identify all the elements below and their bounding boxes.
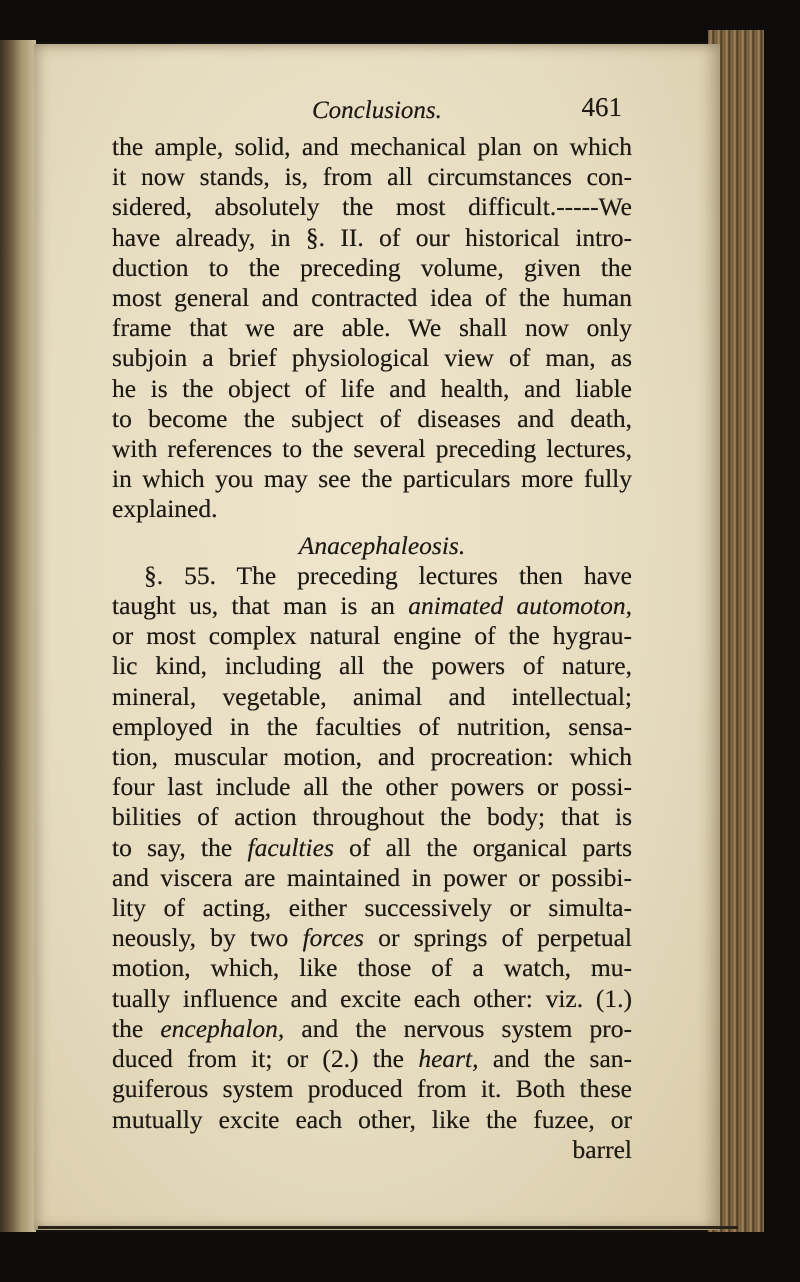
italic-run: encephalon, <box>160 1013 285 1043</box>
text-line: and viscera are maintained in power or possibi- <box>112 862 632 892</box>
text-line <box>112 1014 632 1044</box>
italic-run: heart, <box>418 1044 479 1074</box>
text-run: to say, the <box>112 832 233 862</box>
italic-run: faculties <box>247 832 334 862</box>
text-run: or springs of perpetual <box>378 923 633 953</box>
text-run: taught us, that man is an <box>112 591 395 621</box>
text-line <box>112 923 632 953</box>
italic-run: forces <box>302 923 364 953</box>
text-line: he is the object of life and health, and liable <box>112 373 632 403</box>
text-line: four last include all the other powers or possi- <box>112 772 632 802</box>
text-line: mutually excite each other, like the fuzee, or <box>112 1104 632 1134</box>
text-line: subjoin a brief physiological view of man, as <box>112 343 632 373</box>
running-title: Conclusions. <box>312 97 442 124</box>
text-line: or most complex natural engine of the hygrau- <box>112 621 632 651</box>
section-subheading: Anacephaleosis. <box>298 530 466 560</box>
text-line: sidered, absolutely the most difficult.-----We <box>112 192 632 222</box>
text-line: guiferous system produced from it. Both these <box>112 1074 632 1104</box>
text-run: duced from it; or (2.) the <box>112 1044 404 1074</box>
text-run: of all the organical parts <box>349 832 633 862</box>
text-line: in which you may see the particulars more fully <box>112 464 632 494</box>
italic-run: animated automoton, <box>408 591 632 621</box>
text-line: with references to the several preceding lectures, <box>112 434 632 464</box>
text-line: mineral, vegetable, animal and intellectual; <box>112 681 632 711</box>
text-line: bilities of action throughout the body; that is <box>112 802 632 832</box>
text-line: duction to the preceding volume, given the <box>112 252 632 282</box>
text-line <box>112 591 632 621</box>
text-run: neously, by two <box>112 923 289 953</box>
page-text <box>112 92 632 1165</box>
text-line: explained. <box>112 494 218 524</box>
text-run: and the nervous system pro- <box>301 1013 633 1043</box>
text-line: frame that we are able. We shall now only <box>112 313 632 343</box>
text-run: and the san- <box>492 1044 633 1074</box>
page-number: 461 <box>581 92 622 122</box>
running-head <box>112 92 632 132</box>
scan-top-border <box>0 0 800 42</box>
text-line <box>112 833 632 863</box>
text-run: the <box>112 1013 144 1043</box>
text-line: the ample, solid, and mechanical plan on which <box>112 132 632 161</box>
book-left-edge <box>0 40 36 1240</box>
page-bottom-edge <box>38 1226 738 1229</box>
text-line: tually influence and excite each other: viz. (1.) <box>112 983 632 1013</box>
text-line: tion, muscular motion, and procreation: which <box>112 742 632 772</box>
scan-right-border <box>764 0 800 1282</box>
text-line: §. 55. The preceding lectures then have <box>144 560 632 590</box>
text-line: employed in the faculties of nutrition, sensa- <box>112 711 632 741</box>
text-line: have already, in §. II. of our historical intro- <box>112 222 632 252</box>
paragraph-2 <box>112 561 632 1165</box>
text-line: lic kind, including all the powers of nature, <box>112 651 632 681</box>
text-line: most general and contracted idea of the human <box>112 283 632 313</box>
text-line: motion, which, like those of a watch, mu- <box>112 953 632 983</box>
text-line <box>112 1044 632 1074</box>
paragraph-1 <box>112 132 632 525</box>
scan-bottom-border <box>0 1232 800 1282</box>
catchword: barrel <box>572 1134 632 1164</box>
text-line: it now stands, is, from all circumstances con- <box>112 162 632 192</box>
text-line: lity of acting, either successively or simulta- <box>112 893 632 923</box>
text-line: to become the subject of diseases and death, <box>112 403 632 433</box>
